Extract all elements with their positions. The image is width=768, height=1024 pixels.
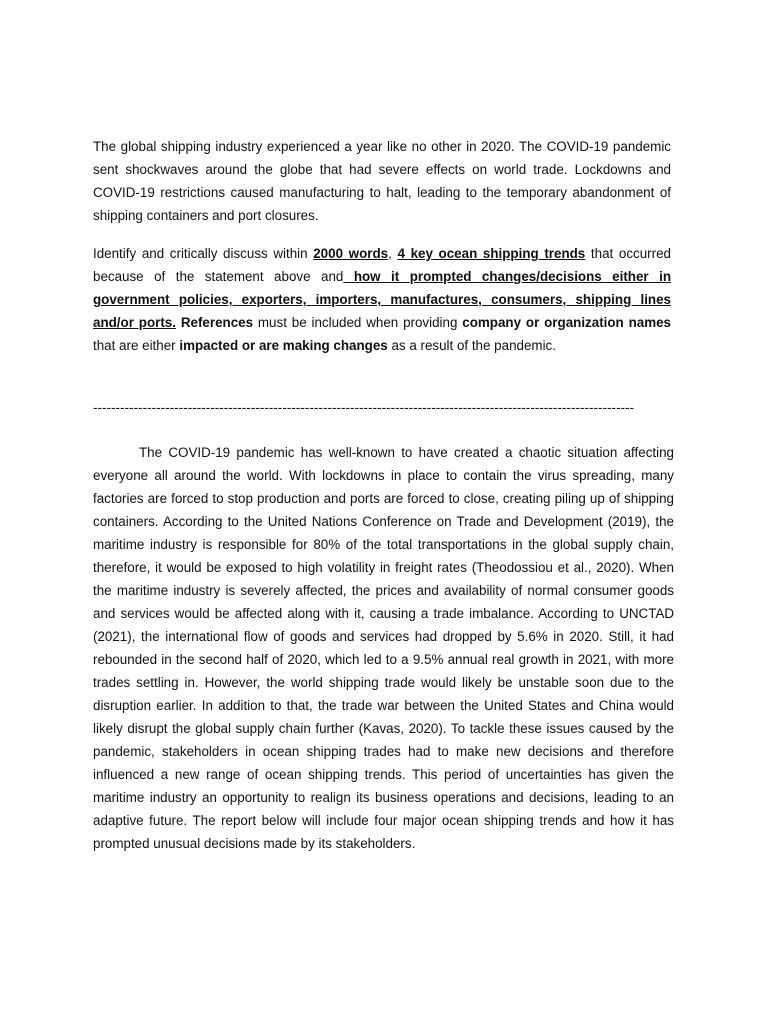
word-count-requirement: 2000 words — [313, 246, 389, 261]
trends-requirement: 4 key ocean shipping trends — [397, 246, 586, 261]
essay-paragraph-1 — [93, 441, 674, 855]
prompt-text: must be included when providing — [253, 315, 463, 330]
company-names-requirement: company or organization names — [462, 315, 672, 330]
prompt-text: that occurred because of the statement above and — [93, 246, 671, 284]
impacted-requirement: impacted or are making changes — [179, 338, 388, 353]
dashed-divider: ------------------------------------------------------------------------------------------------------------------------ — [93, 400, 635, 415]
prompt-paragraph-2 — [93, 242, 671, 357]
prompt-text: Identify and critically discuss within — [93, 246, 314, 261]
prompted-changes-requirement: how it prompted changes/decisions either in government policies, exporters, importers, manufactures, consumers, shipping lines and/or ports. — [93, 269, 672, 330]
essay-text: The COVID-19 pandemic has well-known to have created a chaotic situation affecting everyone all around the world. With lockdowns in place to contain the virus spreading, many factories are forced to stop production and ports are forced to close, creating piling up of shipping containers. According to the United Nations Conference on Trade and Development (2019), the maritime industry is responsible for 80% of the total transportations in the global supply chain, therefore, it would be exposed to high volatility in freight rates (Theodossiou et al., 2020). When the maritime industry is severely affected, the prices and availability of normal consumer goods and services would be affected along with it, causing a trade imbalance. According to UNCTAD (2021), the international flow of goods and services had dropped by 5.6% in 2020. Still, it had rebounded in the second half of 2020, which led to a 9.5% annual real growth in 2021, with more trades settling in. However, the world shipping trade would likely be unstable soon due to the disruption earlier. In addition to that, the trade war between the United States and China would likely disrupt the global supply chain further (Kavas, 2020). To tackle these issues caused by the pandemic, stakeholders in ocean shipping trades had to make new decisions and therefore influenced a new range of ocean shipping trends. This period of uncertainties has given the maritime industry an opportunity to realign its business operations and decisions, leading to an adaptive future. The report below will include four major ocean shipping trends and how it has prompted unusual decisions made by its stakeholders. — [93, 445, 674, 851]
prompt-text: as a result of the pandemic. — [387, 338, 556, 353]
prompt-text: , — [388, 246, 398, 261]
prompt-paragraph-1: The global shipping industry experienced a year like no other in 2020. The COVID-19 pandemic sent shockwaves around the globe that had severe effects on world trade. Lockdowns and COVID-19 restrictions caused manufacturing to halt, leading to the temporary abandonment of shipping containers and port closures. — [93, 139, 671, 223]
prompt-text: that are either — [93, 338, 180, 353]
references-requirement: References — [180, 315, 254, 330]
